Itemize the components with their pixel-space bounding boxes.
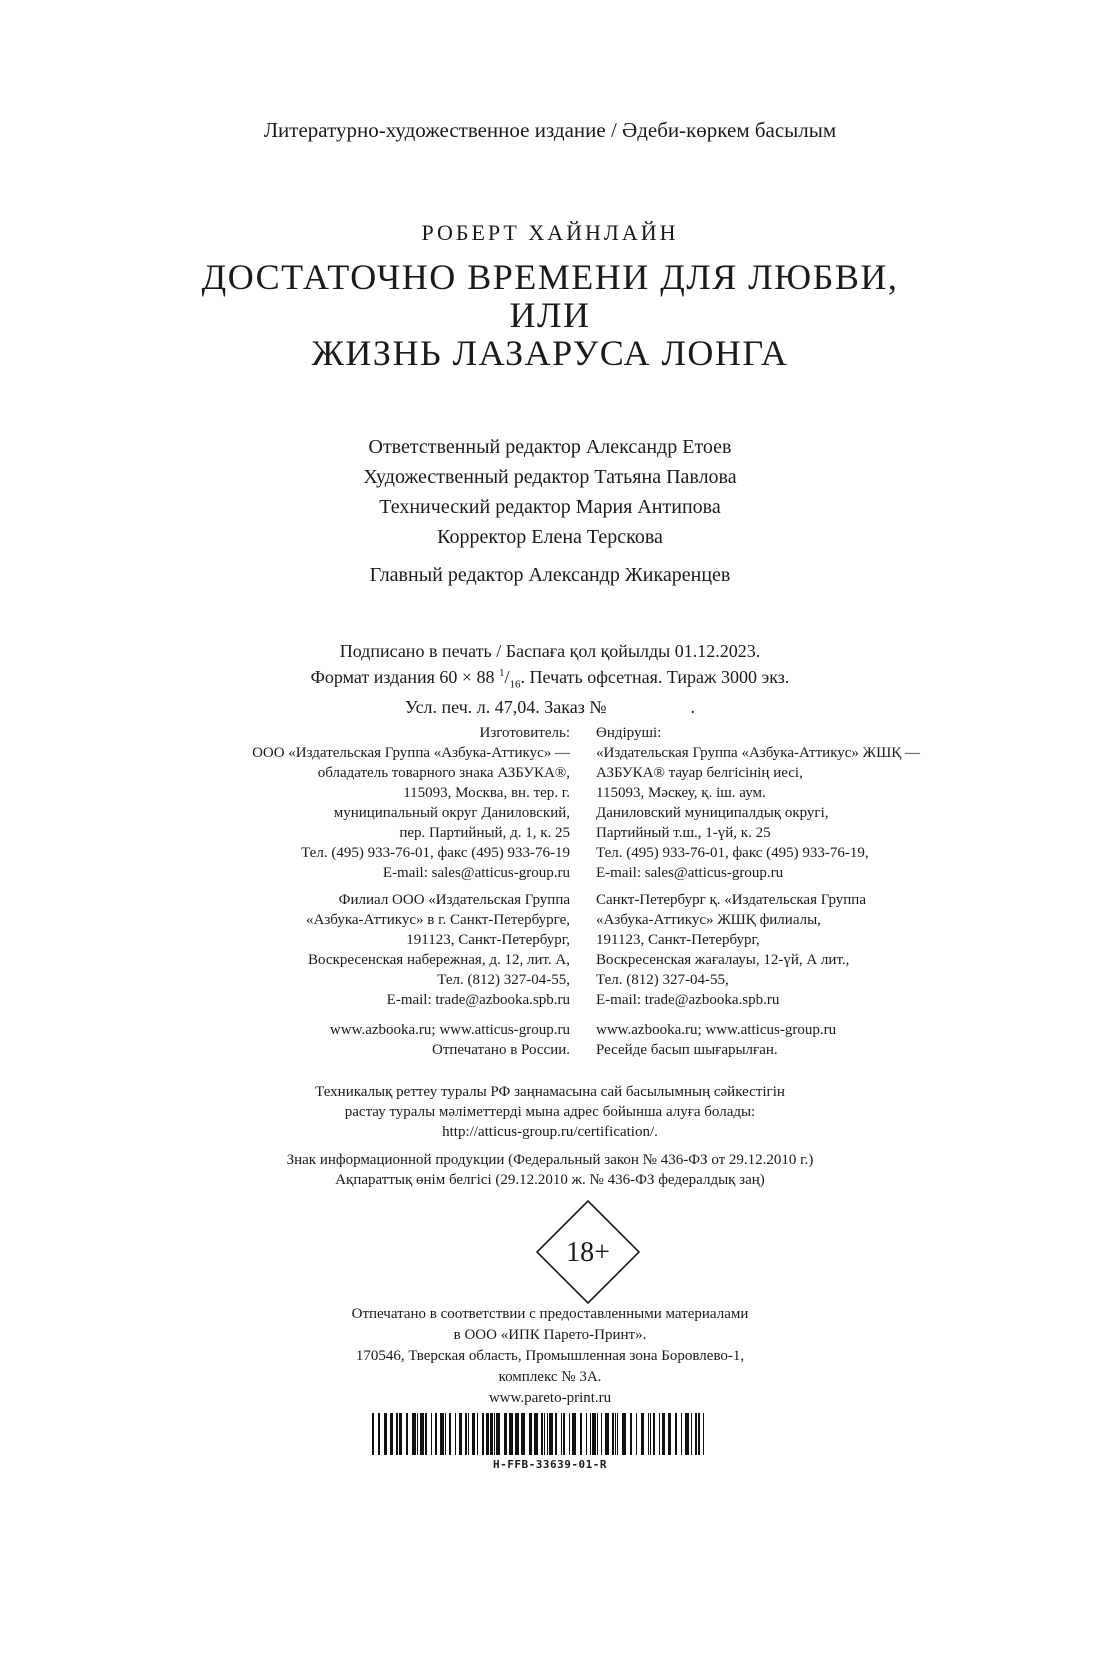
print-info [0, 640, 1100, 718]
barcode-bar [615, 1413, 616, 1455]
printer-line: в ООО «ИПК Парето-Принт». [453, 1327, 647, 1343]
signed-line: Подписано в печать / Баспаға қол қойылды 01.12.2023. [339, 641, 761, 661]
barcode-bar [691, 1413, 692, 1455]
barcode-bar [425, 1413, 427, 1455]
credit-line: Ответственный редактор Александр Етоев [368, 436, 732, 458]
printer-line: 170546, Тверская область, Промышленная зона Боровлево-1, [355, 1348, 745, 1364]
manufacturer-kz [596, 723, 920, 1060]
barcode-bar [572, 1413, 576, 1455]
kz-block-branch [596, 890, 920, 1010]
barcode-bar [547, 1413, 548, 1455]
barcode-bar [521, 1413, 525, 1455]
manufacturer-ru [252, 723, 570, 1060]
ru-line: ООО «Издательская Группа «Азбука-Аттикус» — [252, 745, 570, 761]
barcode-bar [703, 1413, 704, 1455]
barcode-bar [549, 1413, 553, 1455]
ru-line: E-mail: sales@atticus-group.ru [382, 865, 570, 881]
barcode-bar [561, 1413, 562, 1455]
kz-line: 115093, Мәскеу, қ. іш. аум. [596, 785, 766, 801]
ru-block-web [252, 1020, 570, 1060]
kz-line: Тел. (495) 933-76-01, факс (495) 933-76-19, [596, 845, 869, 861]
ru-line: E-mail: trade@azbooka.spb.ru [386, 992, 570, 1008]
barcode-bar [472, 1413, 475, 1455]
ru-line: Тел. (812) 327-04-55, [437, 972, 570, 988]
barcode-bar [617, 1413, 618, 1455]
barcode-bar [659, 1413, 660, 1455]
barcode-bar [668, 1413, 671, 1455]
ru-line: Отпечатано в России. [432, 1042, 570, 1058]
format-prefix: Формат издания 60 × 88 [310, 667, 495, 687]
barcode-bar [675, 1413, 677, 1455]
barcode-bar [601, 1413, 602, 1455]
kz-line: Ресейде басып шығарылған. [596, 1042, 778, 1058]
barcode-bar [592, 1413, 596, 1455]
credit-line: Художественный редактор Татьяна Павлова [363, 466, 737, 488]
barcode-bar [378, 1413, 380, 1455]
barcode-bar [465, 1413, 467, 1455]
barcode-bar [396, 1413, 398, 1455]
ru-line: «Азбука-Аттикус» в г. Санкт-Петербурге, [306, 912, 570, 928]
barcode-bar [384, 1413, 387, 1455]
barcode-bar [417, 1413, 418, 1455]
barcode-bar [455, 1413, 456, 1455]
barcode-bar [406, 1413, 408, 1455]
kz-line: Воскресенская жағалауы, 12-үй, А лит., [596, 952, 850, 968]
barcode-bar [636, 1413, 637, 1455]
barcode-bar [662, 1413, 665, 1455]
barcode-bar [509, 1413, 513, 1455]
barcode-bar [468, 1413, 469, 1455]
author-name: РОБЕРТ ХАЙНЛАЙН [421, 220, 679, 245]
chief-editor: Главный редактор Александр Жикаренцев [369, 564, 731, 586]
info-product-mark [0, 1150, 1100, 1190]
kz-line: Өндіруші: [596, 725, 662, 741]
ru-line: Тел. (495) 933-76-01, факс (495) 933-76-19 [301, 845, 570, 861]
barcode-bar [590, 1413, 591, 1455]
barcode-bar [440, 1413, 444, 1455]
printer-line: комплекс № 3А. [498, 1369, 602, 1385]
kz-line: Даниловский муниципалдық округі, [596, 805, 829, 821]
barcode-bar [534, 1413, 538, 1455]
barcode-bar [695, 1413, 697, 1455]
barcode-bar [612, 1413, 614, 1455]
kz-block-main [596, 723, 920, 883]
kz-block-web [596, 1020, 920, 1060]
format-denominator: 16 [509, 678, 521, 691]
ru-line: Изготовитель: [479, 725, 570, 741]
kz-line: Партийный т.ш., 1-үй, к. 25 [596, 825, 771, 841]
kz-line: «Азбука-Аттикус» ЖШҚ филиалы, [596, 912, 821, 928]
barcode-bar [431, 1413, 432, 1455]
ru-block-main [252, 723, 570, 883]
barcode-bar [698, 1413, 700, 1455]
title-line: ИЛИ [509, 295, 591, 335]
barcode-bar [586, 1413, 587, 1455]
barcode-bar [653, 1413, 655, 1455]
order-line [0, 696, 1100, 718]
barcode-bar [622, 1413, 626, 1455]
barcode-bar [641, 1413, 644, 1455]
kz-line: E-mail: sales@atticus-group.ru [596, 865, 784, 881]
barcode-bar [555, 1413, 557, 1455]
barcode-text: H-FFB-33639-01-R [493, 1458, 607, 1471]
barcode-bar [580, 1413, 582, 1455]
barcode-bar [496, 1413, 500, 1455]
age-rating-badge [535, 1199, 641, 1305]
ru-line: пер. Партийный, д. 1, к. 25 [399, 825, 570, 841]
age-rating-text: 18+ [566, 1237, 610, 1268]
barcode-bar [630, 1413, 632, 1455]
barcode-icon [372, 1413, 705, 1455]
barcode-bar [494, 1413, 495, 1455]
barcode-bar [563, 1413, 565, 1455]
kz-line: 191123, Санкт-Петербург, [596, 932, 760, 948]
barcode-bar [482, 1413, 484, 1455]
barcode-bar [681, 1413, 682, 1455]
info-line: Знак информационной продукции (Федеральный закон № 436-ФЗ от 29.12.2010 г.) [286, 1152, 814, 1168]
title-line: ЖИЗНЬ ЛАЗАРУСА ЛОНГА [311, 333, 789, 373]
barcode-bar [685, 1413, 689, 1455]
cert-line: Техникалық реттеу туралы РФ заңнамасына сай басылымның сәйкестігін [315, 1084, 785, 1100]
credit-line: Технический редактор Мария Антипова [379, 496, 721, 518]
kz-line: Тел. (812) 327-04-55, [596, 972, 729, 988]
printer-line: www.pareto-print.ru [488, 1390, 612, 1406]
barcode-bar [490, 1413, 493, 1455]
barcode-bar [544, 1413, 545, 1455]
barcode-bar [399, 1413, 402, 1455]
ru-block-branch [252, 890, 570, 1010]
barcode-bar [605, 1413, 609, 1455]
cert-line: растау туралы мәліметтерді мына адрес бойынша алуға болады: [344, 1104, 756, 1120]
barcode-bar [390, 1413, 393, 1455]
credit-line: Корректор Елена Терскова [437, 526, 663, 548]
ru-line: обладатель товарного знака АЗБУКА®, [317, 765, 570, 781]
order-text: Усл. печ. л. 47,04. Заказ № [404, 696, 607, 717]
printer-line: Отпечатано в соответствии с предоставленными материалами [351, 1306, 749, 1322]
barcode-bar [529, 1413, 532, 1455]
barcode-bar [569, 1413, 570, 1455]
kz-line: E-mail: trade@azbooka.spb.ru [596, 992, 780, 1008]
ru-line: Филиал ООО «Издательская Группа [338, 892, 570, 908]
format-numerator: 1 [499, 667, 505, 679]
barcode-bar [445, 1413, 446, 1455]
order-end: . [690, 696, 695, 717]
ru-line: 115093, Москва, вн. тер. г. [403, 785, 570, 801]
barcode-bar [515, 1413, 519, 1455]
kz-line: www.azbooka.ru; www.atticus-group.ru [596, 1022, 837, 1038]
barcode-bar [459, 1413, 462, 1455]
info-line: Ақпараттық өнім белгісі (29.12.2010 ж. № 436-ФЗ федералдық заң) [335, 1172, 765, 1188]
ru-line: www.azbooka.ru; www.atticus-group.ru [329, 1022, 570, 1038]
book-title [0, 258, 1100, 372]
barcode-bar [412, 1413, 416, 1455]
format-suffix: . Печать офсетная. Тираж 3000 экз. [520, 667, 790, 687]
title-line: ДОСТАТОЧНО ВРЕМЕНИ ДЛЯ ЛЮБВИ, [201, 257, 899, 297]
barcode-bar [372, 1413, 374, 1455]
certification-note [0, 1082, 1100, 1142]
printer-info [0, 1304, 1100, 1409]
ru-line: 191123, Санкт-Петербург, [406, 932, 570, 948]
barcode-bar [648, 1413, 649, 1455]
cert-line: http://atticus-group.ru/certification/. [442, 1124, 658, 1140]
barcode-bar [435, 1413, 437, 1455]
barcode-bar [477, 1413, 478, 1455]
format-line: Формат издания 60 × 88 $^1/_{16}$. Печать офсетная. Тираж 3000 экз. [310, 667, 790, 691]
kz-line: «Издательская Группа «Азбука-Аттикус» ЖШҚ — [596, 745, 921, 761]
barcode-bar [504, 1413, 507, 1455]
barcode-bar [449, 1413, 451, 1455]
ru-line: муниципальный округ Даниловский, [333, 805, 570, 821]
kz-line: АЗБУКА® тауар белгісінің иесі, [596, 765, 803, 781]
ru-line: Воскресенская набережная, д. 12, лит. А, [308, 952, 570, 968]
kz-line: Санкт-Петербург қ. «Издательская Группа [596, 892, 866, 908]
barcode-bar [486, 1413, 489, 1455]
barcode-bar [420, 1413, 424, 1455]
series-label: Литературно-художественное издание / Әдеби-көркем басылым [263, 118, 837, 142]
credits-list [0, 432, 1100, 552]
barcode-bar [597, 1413, 598, 1455]
barcode-bar [541, 1413, 543, 1455]
barcode-bar [650, 1413, 651, 1455]
